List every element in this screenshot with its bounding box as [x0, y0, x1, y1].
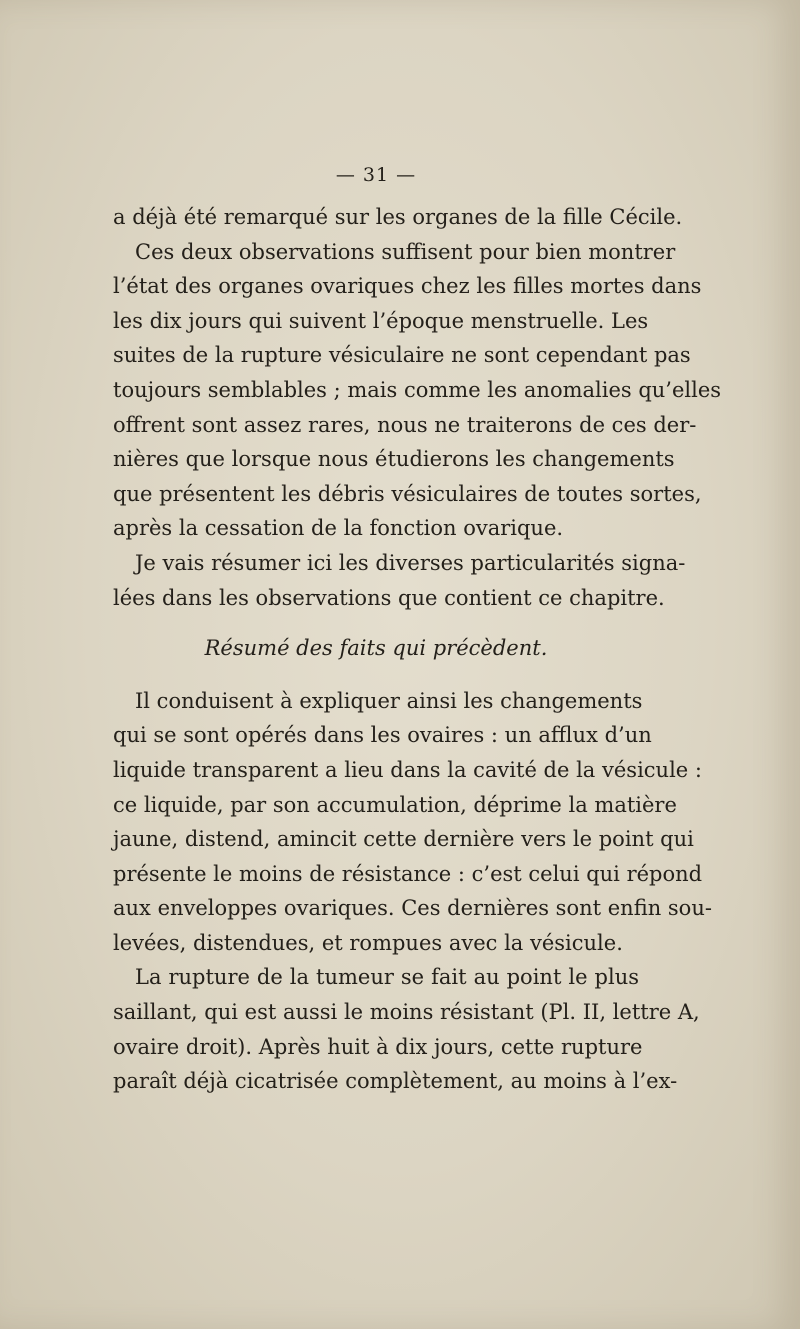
section-heading: Résumé des faits qui précèdent. [204, 636, 548, 661]
text-line: saillant, qui est aussi le moins résistant (Pl. II, lettre A, [113, 1000, 700, 1025]
text-line: aux enveloppes ovariques. Ces dernières sont enfin sou- [113, 896, 712, 921]
text-line: après la cessation de la fonction ovarique. [113, 516, 564, 541]
text-line: l’état des organes ovariques chez les filles mortes dans [113, 274, 702, 299]
text-line: qui se sont opérés dans les ovaires : un afflux d’un [113, 723, 652, 748]
text-line: Il conduisent à expliquer ainsi les changements [135, 688, 643, 713]
text-line: que présentent les débris vésiculaires de toutes sortes, [113, 481, 702, 506]
text-line: liquide transparent a lieu dans la cavité de la vésicule : [113, 757, 702, 782]
paragraph-3 [113, 546, 686, 615]
text-line: les dix jours qui suivent l’époque menstruelle. Les [113, 308, 649, 333]
paragraph-2 [113, 235, 722, 546]
text-line: nières que lorsque nous étudierons les changements [113, 447, 675, 472]
text-line: présente le moins de résistance : c’est celui qui répond [113, 861, 703, 886]
text-line: La rupture de la tumeur se fait au point le plus [135, 965, 639, 990]
text-block [113, 160, 722, 1099]
text-line: paraît déjà cicatrisée complètement, au moins à l’ex- [113, 1069, 678, 1094]
text-line: Je vais résumer ici les diverses particularités signa- [135, 550, 686, 575]
text-line: levées, distendues, et rompues avec la vésicule. [113, 930, 623, 955]
paragraph-5 [113, 960, 700, 1098]
text-line: lées dans les observations que contient ce chapitre. [113, 585, 665, 610]
text-line: ce liquide, par son accumulation, déprime la matière [113, 792, 677, 817]
page-number: — 31 — [335, 164, 417, 186]
text-line: ovaire droit). Après huit à dix jours, cette rupture [113, 1034, 643, 1059]
paragraph-4 [113, 684, 712, 961]
paragraph-1 [113, 200, 683, 235]
text-line: jaune, distend, amincit cette dernière vers le point qui [113, 827, 694, 852]
text-line: a déjà été remarqué sur les organes de la fille Cécile. [113, 205, 683, 229]
text-line: Ces deux observations suffisent pour bien montrer [135, 239, 676, 264]
text-line: suites de la rupture vésiculaire ne sont cependant pas [113, 343, 691, 368]
text-line: toujours semblables ; mais comme les anomalies qu’elles [113, 377, 722, 402]
text-line: offrent sont assez rares, nous ne traiterons de ces der- [113, 412, 697, 437]
